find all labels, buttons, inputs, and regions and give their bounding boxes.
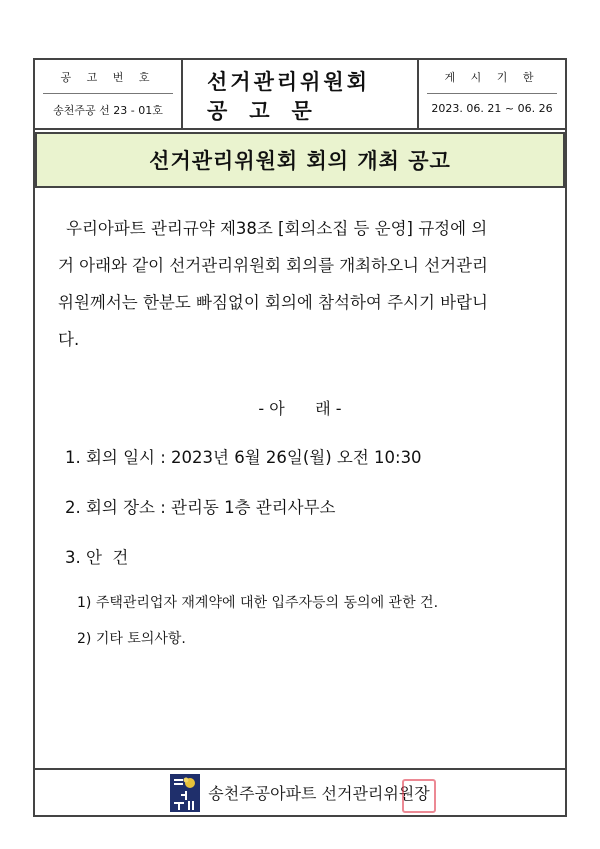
apartment-logo — [170, 774, 200, 812]
notice-number-label: 공 고 번 호 — [60, 71, 156, 84]
body-paragraph — [58, 210, 548, 358]
divider — [181, 60, 183, 128]
notice-number-value: 송천주공 선 23 - 01호 — [53, 104, 163, 117]
header-table — [35, 60, 565, 128]
body-line: 우리아파트 관리규약 제38조 [회의소집 등 운영] 규정에 의 — [66, 219, 488, 238]
notice-frame — [33, 58, 567, 817]
below-heading: - 아 래 - — [258, 399, 342, 418]
agenda-item: 2) 기타 토의사항. — [77, 631, 186, 647]
divider — [427, 93, 557, 94]
agenda-item: 1) 주택관리업자 재계약에 대한 입주자등의 동의에 관한 건. — [77, 595, 439, 611]
divider — [35, 128, 565, 130]
body-line: 다. — [58, 330, 80, 349]
body-line: 거 아래와 같이 선거관리위원회 회의를 개최하오니 선거관리 — [58, 256, 488, 275]
org-title: 선거관리위원회 — [207, 70, 371, 94]
official-seal — [402, 779, 436, 813]
meeting-place: 2. 회의 장소 : 관리동 1층 관리사무소 — [65, 498, 336, 517]
meeting-date: 1. 회의 일시 : 2023년 6월 26일(월) 오전 10:30 — [65, 448, 422, 467]
signature: 송천주공아파트 선거관리위원장 — [208, 784, 430, 803]
notice-heading: 공 고 문 — [207, 99, 312, 123]
posting-period-label: 게 시 기 한 — [444, 71, 540, 84]
body-line: 위원께서는 한분도 빠짐없이 회의에 참석하여 주시기 바랍니 — [58, 293, 488, 312]
footer — [35, 768, 565, 815]
divider — [43, 93, 173, 94]
posting-period-value: 2023. 06. 21 ~ 06. 26 — [431, 102, 553, 115]
signature-block — [200, 781, 429, 804]
document-title: 선거관리위원회 회의 개최 공고 — [35, 132, 565, 188]
agenda-heading: 3. 안 건 — [65, 548, 129, 567]
